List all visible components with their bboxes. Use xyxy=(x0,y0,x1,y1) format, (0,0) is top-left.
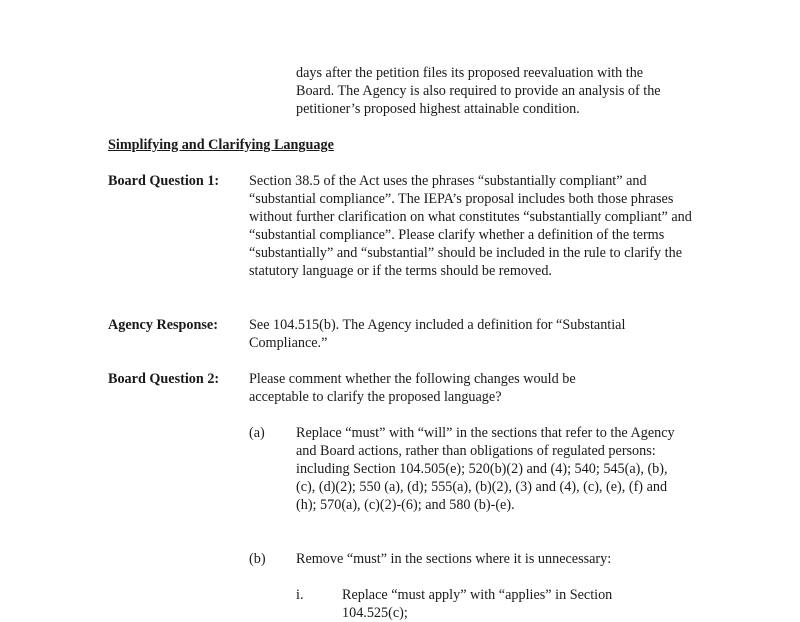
board-question-1-label: Board Question 1: xyxy=(108,173,220,189)
agency-response-text: See 104.515(b). The Agency included a definition for “Substantial Compliance.” xyxy=(249,317,626,351)
board-question-2-text: Please comment whether the following changes would be acceptable to clarify the proposed language? xyxy=(249,371,576,405)
list-item-label: (b) xyxy=(249,551,266,567)
section-heading: Simplifying and Clarifying Language xyxy=(108,137,334,153)
sub-list-item-text: Replace “must apply” with “applies” in Section 104.525(c); xyxy=(342,587,613,621)
list-item-label: (a) xyxy=(249,425,265,441)
board-question-2-label: Board Question 2: xyxy=(108,371,220,387)
board-question-1-text: Section 38.5 of the Act uses the phrases “substantially compliant” and “substantial compliance”. The IEPA’s proposal includes both those phrases without further clarification on what constitutes “substantially compliant” and “substantial compliance”. Please clarify whether a definition of the terms “substantially” and “substantial” should be included in the rule to clarify the statutory language or if the terms should be removed. xyxy=(249,173,692,279)
list-item-text: Replace “must” with “will” in the sections that refer to the Agency and Board actions, rather than obligations of regulated persons: including Section 104.505(e); 520(b)(2) and (4); 540; 545(a), (b), (c), (d)(2); 550 (a), (d); 555(a), (b)(2), (3) and (4), (c), (e), (f) and (h); 570(a), (c)(2)-(6); and 580 (b)-(e). xyxy=(296,425,675,513)
sub-list-item-label: i. xyxy=(296,587,304,603)
intro-continuation-paragraph: days after the petition files its proposed reevaluation with the Board. The Agency is also required to provide an analysis of the petitioner’s proposed highest attainable condition. xyxy=(296,65,661,117)
list-item-text: Remove “must” in the sections where it is unnecessary: xyxy=(296,551,612,567)
agency-response-label: Agency Response: xyxy=(108,317,218,333)
